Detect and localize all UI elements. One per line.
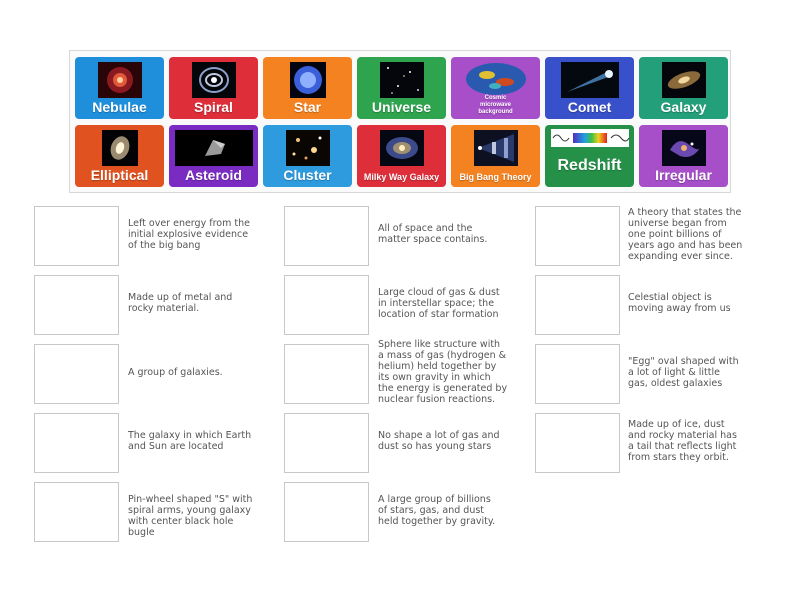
clue-text: A theory that states the universe began from one point billions of years ago and has been expanding ever since. [628,207,743,262]
star-image [290,62,326,98]
starfield-image [380,62,424,98]
tile-label: Irregular [655,167,712,183]
drop-slot[interactable] [34,275,119,335]
tile-comet[interactable] [545,57,634,119]
tile-elliptical[interactable] [75,125,164,187]
tile-big-bang-theory[interactable] [451,125,540,187]
tile-label: Star [293,99,322,115]
drop-slot[interactable] [535,206,620,266]
spiral-galaxy-image [192,62,236,98]
redshift-spectrum-image [551,129,629,147]
tile-label: Elliptical [90,167,149,183]
clue-text: Left over energy from the initial explosive evidence of the big bang [128,218,250,251]
clue-text: Pin-wheel shaped "S" with spiral arms, young galaxy with center black hole bugle [128,494,253,538]
clue-text: All of space and the matter space contains. [378,223,488,245]
tile-label: Comet [567,99,612,115]
clue-text: Large cloud of gas & dust in interstellar space; the location of star formation [378,287,500,320]
tile-label: Nebulae [92,99,147,115]
clue-text: A large group of billions of stars, gas, and dust held together by gravity. [378,494,496,527]
tile-label: Spiral [194,99,233,115]
tile-label: Asteroid [185,167,242,183]
tile-label: Big Bang Theory [459,172,532,182]
drop-slot[interactable] [34,413,119,473]
drop-slot[interactable] [284,413,369,473]
tile-spiral[interactable] [169,57,258,119]
tile-label: Galaxy [660,99,707,115]
clue-text: "Egg" oval shaped with a lot of light & little gas, oldest galaxies [628,356,739,389]
tile-label: Cluster [283,167,332,183]
clue-text: Celestial object is moving away from us [628,292,731,314]
elliptical-galaxy-image [102,130,138,166]
drop-slot[interactable] [284,206,369,266]
drop-slot[interactable] [284,344,369,404]
drop-slot[interactable] [34,344,119,404]
tile-nebulae[interactable] [75,57,164,119]
tile-cluster[interactable] [263,125,352,187]
tile-asteroid[interactable] [169,125,258,187]
tile-universe[interactable] [357,57,446,119]
clue-text: Made up of metal and rocky material. [128,292,233,314]
drop-slot[interactable] [535,275,620,335]
comet-image [561,62,619,98]
big-bang-diagram-image [474,130,518,166]
tile-label: Cosmic microwave background [478,95,513,115]
answer-tile-bank [69,50,731,193]
clue-text: A group of galaxies. [128,367,223,378]
cmb-map-image [465,62,527,96]
tile-star[interactable] [263,57,352,119]
tile-cosmic-microwave-background[interactable] [451,57,540,119]
drop-slot[interactable] [284,482,369,542]
milky-way-image [380,130,424,166]
asteroid-image [175,130,253,166]
drop-slot[interactable] [284,275,369,335]
clue-text: The galaxy in which Earth and Sun are located [128,430,252,452]
tile-redshift[interactable] [545,125,634,187]
clue-text: Sphere like structure with a mass of gas (hydrogen & helium) held together by its own gravity in which the energy is generated by nuclear fusion reactions. [378,339,508,405]
tile-irregular[interactable] [639,125,728,187]
tile-label: Universe [371,99,432,115]
tile-label: Milky Way Galaxy [363,172,440,182]
galaxy-image [662,62,706,98]
clue-text: Made up of ice, dust and rocky material has a tail that reflects light from stars they orbit. [628,419,737,463]
drop-slot[interactable] [34,206,119,266]
drop-slot[interactable] [535,344,620,404]
drop-slot[interactable] [535,413,620,473]
drop-slot[interactable] [34,482,119,542]
irregular-galaxy-image [662,130,706,166]
clue-text: No shape a lot of gas and dust so has young stars [378,430,500,452]
galaxy-cluster-image [286,130,330,166]
tile-galaxy[interactable] [639,57,728,119]
tile-label: Redshift [557,157,622,174]
nebula-image [98,62,142,98]
tile-milky-way-galaxy[interactable] [357,125,446,187]
